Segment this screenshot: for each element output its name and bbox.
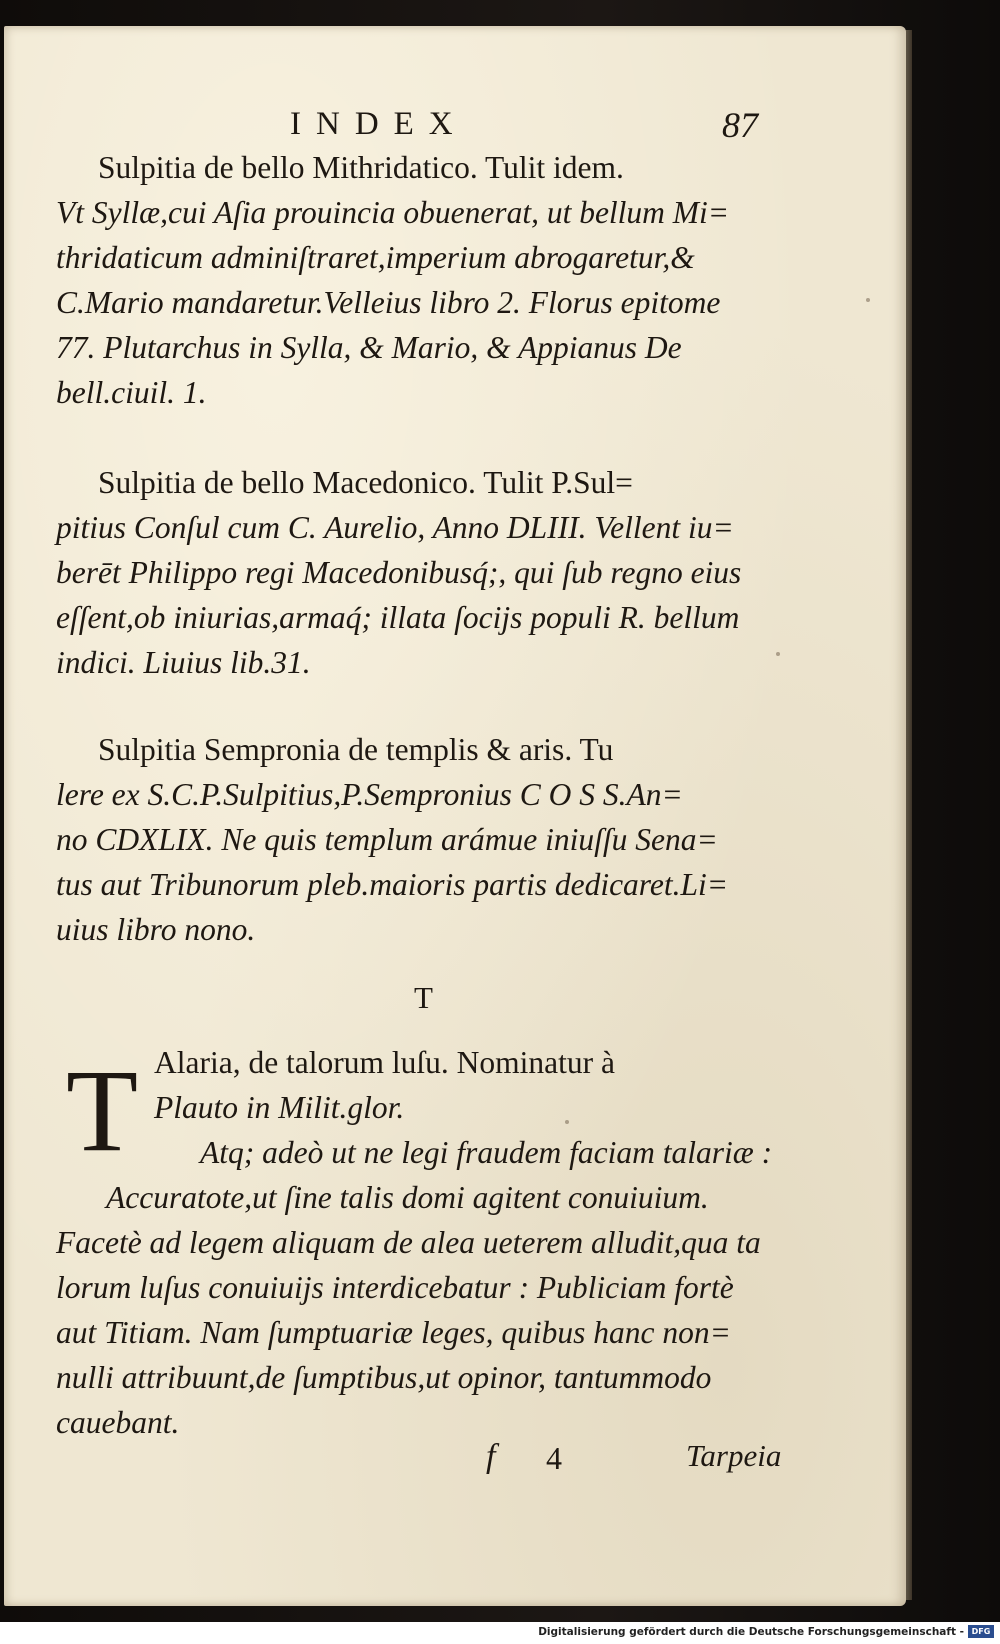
signature-number: 4	[546, 1440, 562, 1476]
entry-line: Sulpitia de bello Macedonico. Tulit P.Sul=	[98, 465, 633, 500]
verse-line: Atq; adeò ut ne legi fraudem faciam talariæ :	[200, 1135, 773, 1170]
entry-line: lere ex S.C.P.Sulpitius,P.Sempronius C O S S.An=	[56, 777, 683, 812]
entry-line: C.Mario mandaretur.Velleius libro 2. Florus epitome	[56, 285, 721, 320]
entry-line: 77. Plutarchus in Sylla, & Mario, & Appianus De	[56, 330, 682, 365]
entry-talaria-head	[154, 1040, 804, 1130]
entry-sulpitia-sempronia	[56, 727, 798, 952]
entry-line: nulli attribuunt,de ſumptibus,ut opinor, tantummodo	[56, 1360, 712, 1395]
paper-speck	[866, 298, 870, 302]
entry-line: no CDXLIX. Ne quis templum arámue iniuſſu Sena=	[56, 822, 718, 857]
catchword: Tarpeia	[686, 1438, 782, 1473]
entry-line: indici. Liuius lib.31.	[56, 645, 311, 680]
verse-quote	[200, 1130, 800, 1175]
entry-line: berēt Philippo regi Macedonibusq́;, qui ſub regno eius	[56, 555, 742, 590]
section-letter: T	[414, 980, 433, 1015]
entry-line: aut Titiam. Nam ſumptuariæ leges, quibus hanc non=	[56, 1315, 731, 1350]
entry-line: eſſent,ob iniurias,armaq́; illata ſocijs populi R. bellum	[56, 600, 740, 635]
digitization-credit: Digitalisierung gefördert durch die Deutsche Forschungsgemeinschaft -	[538, 1626, 964, 1638]
page-number: 87	[722, 105, 758, 145]
paper-speck	[776, 652, 780, 656]
verse-quote-2	[106, 1175, 806, 1220]
entry-line: thridaticum adminiſtraret,imperium abrogaretur,&	[56, 240, 695, 275]
running-head: INDEX	[290, 106, 468, 142]
entry-sulpitia-macedonico	[56, 460, 798, 685]
entry-line: pitius Conſul cum C. Aurelio, Anno DLIII. Vellent iu=	[56, 510, 734, 545]
entry-line: tus aut Tribunorum pleb.maioris partis dedicaret.Li=	[56, 867, 729, 902]
entry-talaria-body	[56, 1220, 798, 1445]
entry-line: Plauto in Milit.glor.	[154, 1090, 405, 1125]
verse-line: Accuratote,ut ſine talis domi agitent conuiuium.	[106, 1180, 709, 1215]
signature-mark: f	[486, 1438, 496, 1475]
paper-speck	[565, 1120, 569, 1124]
entry-line: Alaria, de talorum luſu. Nominatur à	[154, 1045, 615, 1080]
entry-line: uius libro nono.	[56, 912, 256, 947]
drop-cap: T	[66, 1045, 139, 1176]
entry-line: bell.ciuil. 1.	[56, 375, 207, 410]
entry-line: Vt Syllæ,cui Aſia prouincia obuenerat, ut bellum Mi=	[56, 195, 730, 230]
entry-line: Sulpitia de bello Mithridatico. Tulit idem.	[98, 150, 624, 185]
entry-line: Sulpitia Sempronia de templis & aris. Tu	[98, 732, 614, 767]
entry-sulpitia-mithridatico	[56, 145, 798, 415]
dfg-logo: DFG	[968, 1625, 994, 1638]
entry-line: Facetè ad legem aliquam de alea ueterem alludit,qua ta	[56, 1225, 761, 1260]
entry-line: cauebant.	[56, 1405, 180, 1440]
entry-line: lorum luſus conuiuijs interdicebatur : Publiciam fortè	[56, 1270, 734, 1305]
